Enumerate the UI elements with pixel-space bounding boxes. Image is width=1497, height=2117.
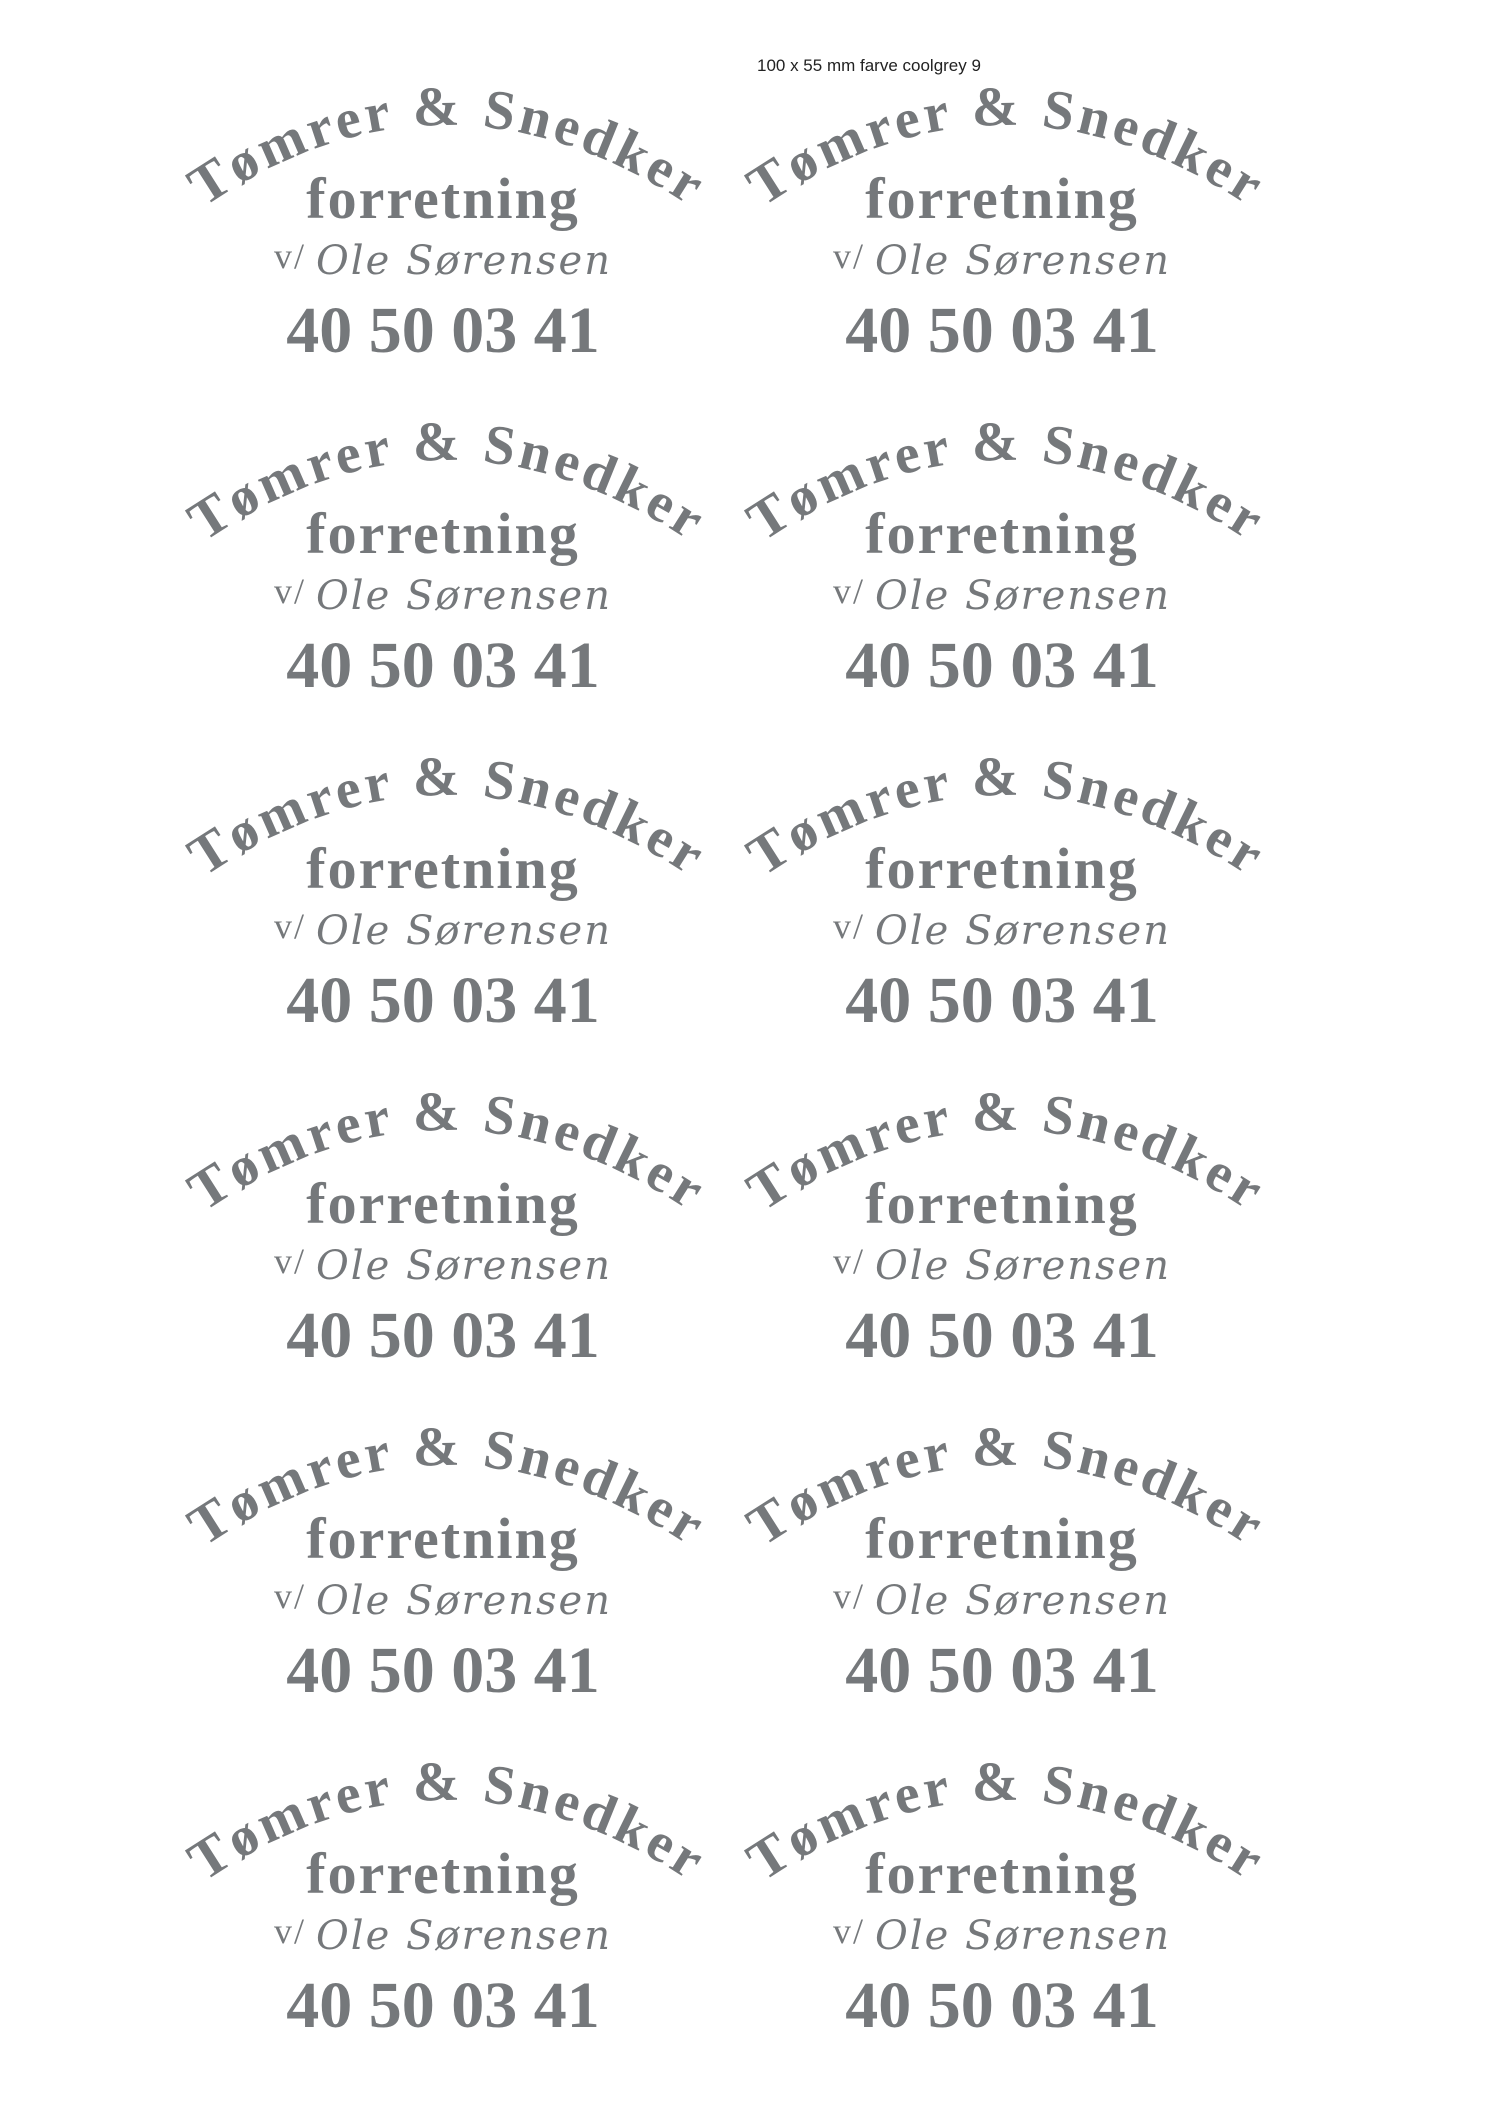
business-type: forretning [865,166,1139,231]
owner-name: Ole Sørensen [875,1243,1171,1289]
owner-line [722,1910,1282,1959]
owner-prefix: v/ [274,1911,307,1951]
owner-name: Ole Sørensen [316,238,612,284]
phone-number: 40 50 03 41 [286,1969,600,2042]
owner-line [163,570,723,619]
phone-number: 40 50 03 41 [286,1299,600,1372]
business-type: forretning [306,1841,580,1906]
owner-line [722,235,1282,284]
arched-title-text: Tømrer & Snedker [177,410,718,554]
owner-name: Ole Sørensen [316,1578,612,1624]
print-spec-note: 100 x 55 mm farve coolgrey 9 [757,56,981,75]
owner-line [722,1240,1282,1289]
owner-prefix: v/ [274,906,307,946]
owner-prefix: v/ [833,1911,866,1951]
sticker-label [163,75,723,430]
sticker-label [722,75,1282,430]
owner-line [722,905,1282,954]
owner-line [722,1575,1282,1624]
owner-prefix: v/ [833,571,866,611]
phone-number: 40 50 03 41 [845,294,1159,367]
owner-prefix: v/ [833,1576,866,1616]
arched-title-text: Tømrer & Snedker [177,1080,718,1224]
sticker-label [722,1080,1282,1435]
owner-name: Ole Sørensen [875,908,1171,954]
business-type: forretning [306,166,580,231]
business-type: forretning [865,1841,1139,1906]
owner-prefix: v/ [833,1241,866,1281]
phone-number: 40 50 03 41 [286,1634,600,1707]
business-type: forretning [306,836,580,901]
sticker-label [722,410,1282,765]
owner-name: Ole Sørensen [316,1913,612,1959]
business-type: forretning [865,836,1139,901]
arched-title-text: Tømrer & Snedker [177,1415,718,1559]
owner-line [163,1575,723,1624]
sticker-label [163,1750,723,2105]
owner-name: Ole Sørensen [875,1578,1171,1624]
phone-number: 40 50 03 41 [845,964,1159,1037]
arched-title-text: Tømrer & Snedker [736,1415,1277,1559]
business-type: forretning [865,1506,1139,1571]
owner-prefix: v/ [274,1241,307,1281]
arched-title-text: Tømrer & Snedker [177,1750,718,1894]
business-type: forretning [306,1506,580,1571]
arched-title-text: Tømrer & Snedker [736,745,1277,889]
owner-prefix: v/ [274,1576,307,1616]
owner-prefix: v/ [833,236,866,276]
arched-title-text: Tømrer & Snedker [177,745,718,889]
phone-number: 40 50 03 41 [845,1634,1159,1707]
owner-prefix: v/ [833,906,866,946]
sticker-label [722,1415,1282,1770]
arched-title-text: Tømrer & Snedker [177,75,718,219]
owner-name: Ole Sørensen [875,238,1171,284]
owner-prefix: v/ [274,571,307,611]
owner-line [163,905,723,954]
business-type: forretning [306,501,580,566]
sticker-label [163,410,723,765]
arched-title-text: Tømrer & Snedker [736,1750,1277,1894]
owner-name: Ole Sørensen [316,573,612,619]
business-type: forretning [865,501,1139,566]
owner-line [163,1240,723,1289]
business-type: forretning [306,1171,580,1236]
phone-number: 40 50 03 41 [286,294,600,367]
phone-number: 40 50 03 41 [845,1299,1159,1372]
owner-name: Ole Sørensen [316,908,612,954]
arched-title-text: Tømrer & Snedker [736,1080,1277,1224]
owner-line [163,1910,723,1959]
sticker-label [163,1080,723,1435]
business-type: forretning [865,1171,1139,1236]
arched-title-text: Tømrer & Snedker [736,410,1277,554]
sticker-label [163,745,723,1100]
phone-number: 40 50 03 41 [845,1969,1159,2042]
sticker-label [722,745,1282,1100]
owner-prefix: v/ [274,236,307,276]
phone-number: 40 50 03 41 [286,629,600,702]
owner-line [163,235,723,284]
sticker-label [163,1415,723,1770]
owner-name: Ole Sørensen [875,573,1171,619]
sticker-label [722,1750,1282,2105]
arched-title-text: Tømrer & Snedker [736,75,1277,219]
phone-number: 40 50 03 41 [286,964,600,1037]
owner-line [722,570,1282,619]
phone-number: 40 50 03 41 [845,629,1159,702]
owner-name: Ole Sørensen [875,1913,1171,1959]
owner-name: Ole Sørensen [316,1243,612,1289]
